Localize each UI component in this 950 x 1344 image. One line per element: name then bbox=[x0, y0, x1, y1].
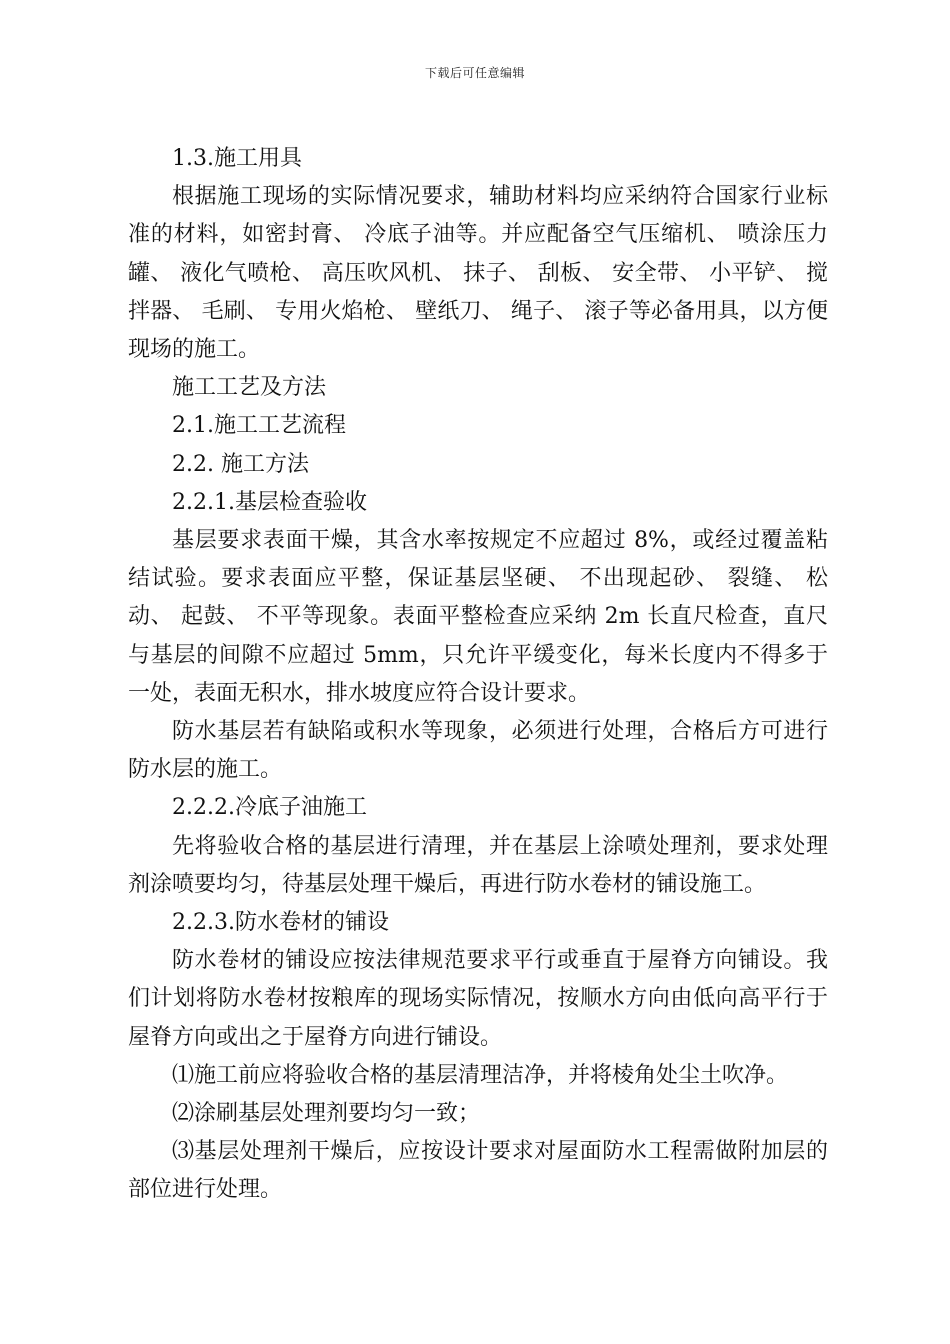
section-heading-1-3: 1.3.施工用具 bbox=[172, 146, 302, 171]
section-heading-2-2-3: 2.2.3.防水卷材的铺设 bbox=[172, 910, 389, 936]
section-heading-2-2: 2.2. 施工方法 bbox=[172, 451, 309, 477]
section-heading-2: 施工工艺及方法 bbox=[172, 375, 327, 401]
section-heading-2-2-2: 2.2.2.冷底子油施工 bbox=[172, 795, 367, 821]
paragraph-tools: 根据施工现场的实际情况要求，辅助材料均应采纳符合国家行业标准的材料，如密封膏、 冷底子油等。并应配备空气压缩机、 喷涂压力罐、 液化气喷枪、 高压吹风机、 抹子、 刮板、 安全带、 小平铲、 搅拌器、 毛刷、 专用火焰枪、 壁纸刀、 绳子、 滚子等必备用具，以方便现场的施工。 bbox=[128, 184, 828, 363]
paragraph-base-inspection: 基层要求表面干燥，其含水率按规定不应超过 8%，或经过覆盖粘结试验。要求表面应平整，保证基层坚硬、 不出现起砂、 裂缝、 松动、 起鼓、 不平等现象。表面平整检查应采纳 2m 长直尺检查，直尺与基层的间隙不应超过 5mm，只允许平缓变化，每米长度内不得多于一处，表面无积水，排水坡度应符合设计要求。 bbox=[128, 528, 828, 706]
document-body bbox=[128, 140, 828, 1210]
paragraph-primer: 先将验收合格的基层进行清理，并在基层上涂喷处理剂，要求处理剂涂喷要均匀，待基层处理干燥后，再进行防水卷材的铺设施工。 bbox=[128, 833, 828, 897]
section-heading-2-1: 2.1.施工工艺流程 bbox=[172, 413, 346, 439]
paragraph-base-defects: 防水基层若有缺陷或积水等现象，必须进行处理，合格后方可进行防水层的施工。 bbox=[128, 719, 828, 783]
list-item-step-1: ⑴施工前应将验收合格的基层清理洁净，并将棱角处尘土吹净。 bbox=[172, 1062, 789, 1088]
paragraph-membrane: 防水卷材的铺设应按法律规范要求平行或垂直于屋脊方向铺设。我们计划将防水卷材按粮库的现场实际情况，按顺水方向由低向高平行于屋脊方向或出之于屋脊方向进行铺设。 bbox=[128, 948, 828, 1050]
list-item-step-2: ⑵涂刷基层处理剂要均匀一致； bbox=[172, 1101, 481, 1127]
section-heading-2-2-1: 2.2.1.基层检查验收 bbox=[172, 489, 367, 515]
list-item-step-3: ⑶基层处理剂干燥后，应按设计要求对屋面防水工程需做附加层的部位进行处理。 bbox=[128, 1139, 828, 1203]
page-header: 下载后可任意编辑 bbox=[424, 66, 525, 80]
